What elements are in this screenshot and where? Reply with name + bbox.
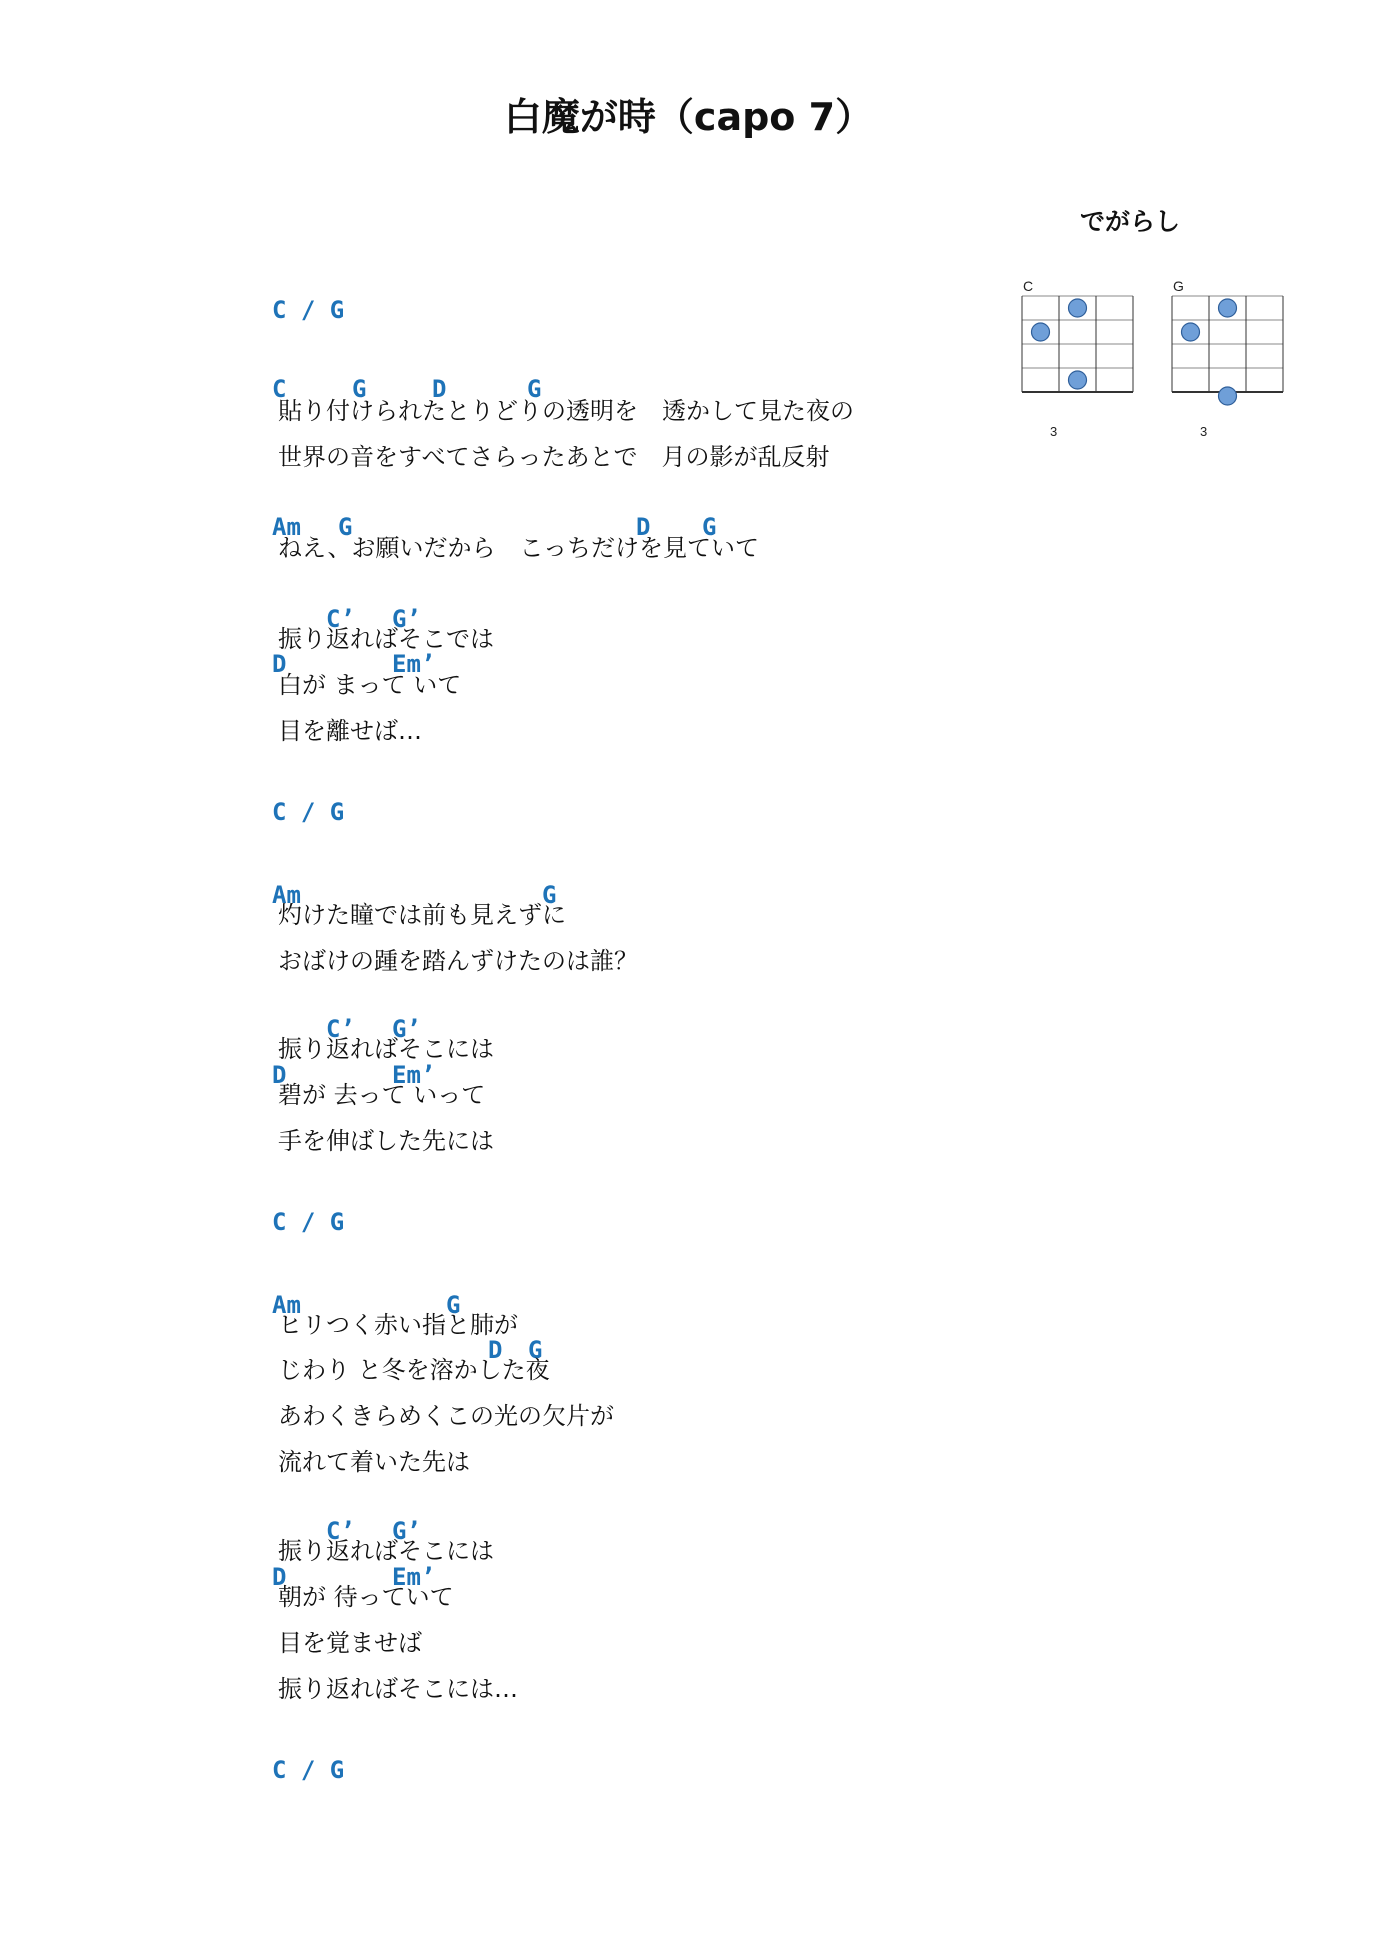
interlude-chords: C / G <box>272 296 345 324</box>
finger-dot <box>1182 323 1200 341</box>
lyric-line: 貼り付けられたとりどりの透明を 透かして見た夜の <box>278 397 854 425</box>
chord: G’ <box>392 605 421 633</box>
chord: Am <box>272 1291 301 1319</box>
chord: D <box>636 513 651 541</box>
chord: G <box>702 513 717 541</box>
chord: Em’ <box>392 1563 436 1591</box>
lyric-line: 碧が 去って いって <box>278 1081 486 1109</box>
fretboard-grid <box>1168 278 1288 438</box>
fretboard-grid <box>1018 278 1138 438</box>
lyric-line: ヒリつく赤い指と肺が <box>278 1311 518 1339</box>
finger-dot <box>1219 387 1237 405</box>
lyric-line: 朝が 待っていて <box>278 1583 454 1611</box>
fret-number: 3 <box>1200 424 1208 439</box>
lyric-line: 手を伸ばした先には <box>278 1127 494 1155</box>
chord: Am <box>272 513 301 541</box>
chord: G <box>542 881 557 909</box>
lyric-line: おばけの踵を踏んずけたのは誰？ <box>278 947 638 975</box>
lyric-line: 振り返ればそこには <box>278 1035 494 1063</box>
finger-dot <box>1069 299 1087 317</box>
finger-dot <box>1069 371 1087 389</box>
chord: C’ <box>326 1517 355 1545</box>
finger-dot <box>1032 323 1050 341</box>
chord: G’ <box>392 1517 421 1545</box>
chord: C <box>272 375 287 403</box>
lyric-line: あわくきらめくこの光の欠片が <box>278 1402 614 1430</box>
author-name: でがらし <box>1080 207 1181 236</box>
finger-dot <box>1219 299 1237 317</box>
lyric-line: 世界の音をすべてさらったあとで 月の影が乱反射 <box>278 443 830 471</box>
chord: G <box>352 375 367 403</box>
chord: D <box>488 1336 503 1364</box>
lyric-line: 流れて着いた先は <box>278 1448 470 1476</box>
chord: C’ <box>326 1015 355 1043</box>
chord: G’ <box>392 1015 421 1043</box>
chord: G <box>528 1336 543 1364</box>
song-title: 白魔が時（capo 7） <box>503 95 874 139</box>
chord: G <box>446 1291 461 1319</box>
chord: Em’ <box>392 650 436 678</box>
lyric-line: ねえ、お願いだから こっちだけを見ていて <box>278 534 759 562</box>
diagram-chord-name: C <box>1023 278 1034 294</box>
interlude-chords: C / G <box>272 798 345 826</box>
lyric-line: 振り返ればそこでは <box>278 625 494 653</box>
chord: C’ <box>326 605 355 633</box>
chord-diagram-g <box>1168 278 1288 438</box>
chord-diagram-c <box>1018 278 1138 438</box>
chord: Am <box>272 881 301 909</box>
chord: G <box>338 513 353 541</box>
interlude-chords: C / G <box>272 1208 345 1236</box>
lyric-line: 振り返ればそこには… <box>278 1675 518 1703</box>
chord: G <box>527 375 542 403</box>
chord: Em’ <box>392 1061 436 1089</box>
lyric-line: 灼けた瞳では前も見えずに <box>278 901 566 929</box>
chord: D <box>432 375 447 403</box>
fret-number: 3 <box>1050 424 1058 439</box>
interlude-chords: C / G <box>272 1756 345 1784</box>
chord: D <box>272 1563 287 1591</box>
chord: D <box>272 1061 287 1089</box>
lyric-line: 白が まって いて <box>278 671 462 699</box>
lyric-line: 目を覚ませば <box>278 1629 422 1657</box>
lyric-line: 振り返ればそこには <box>278 1537 494 1565</box>
chord: D <box>272 650 287 678</box>
diagram-chord-name: G <box>1173 278 1184 294</box>
lyric-line: 目を離せば… <box>278 717 422 745</box>
lyric-line: じわり と冬を溶かした夜 <box>278 1356 550 1384</box>
